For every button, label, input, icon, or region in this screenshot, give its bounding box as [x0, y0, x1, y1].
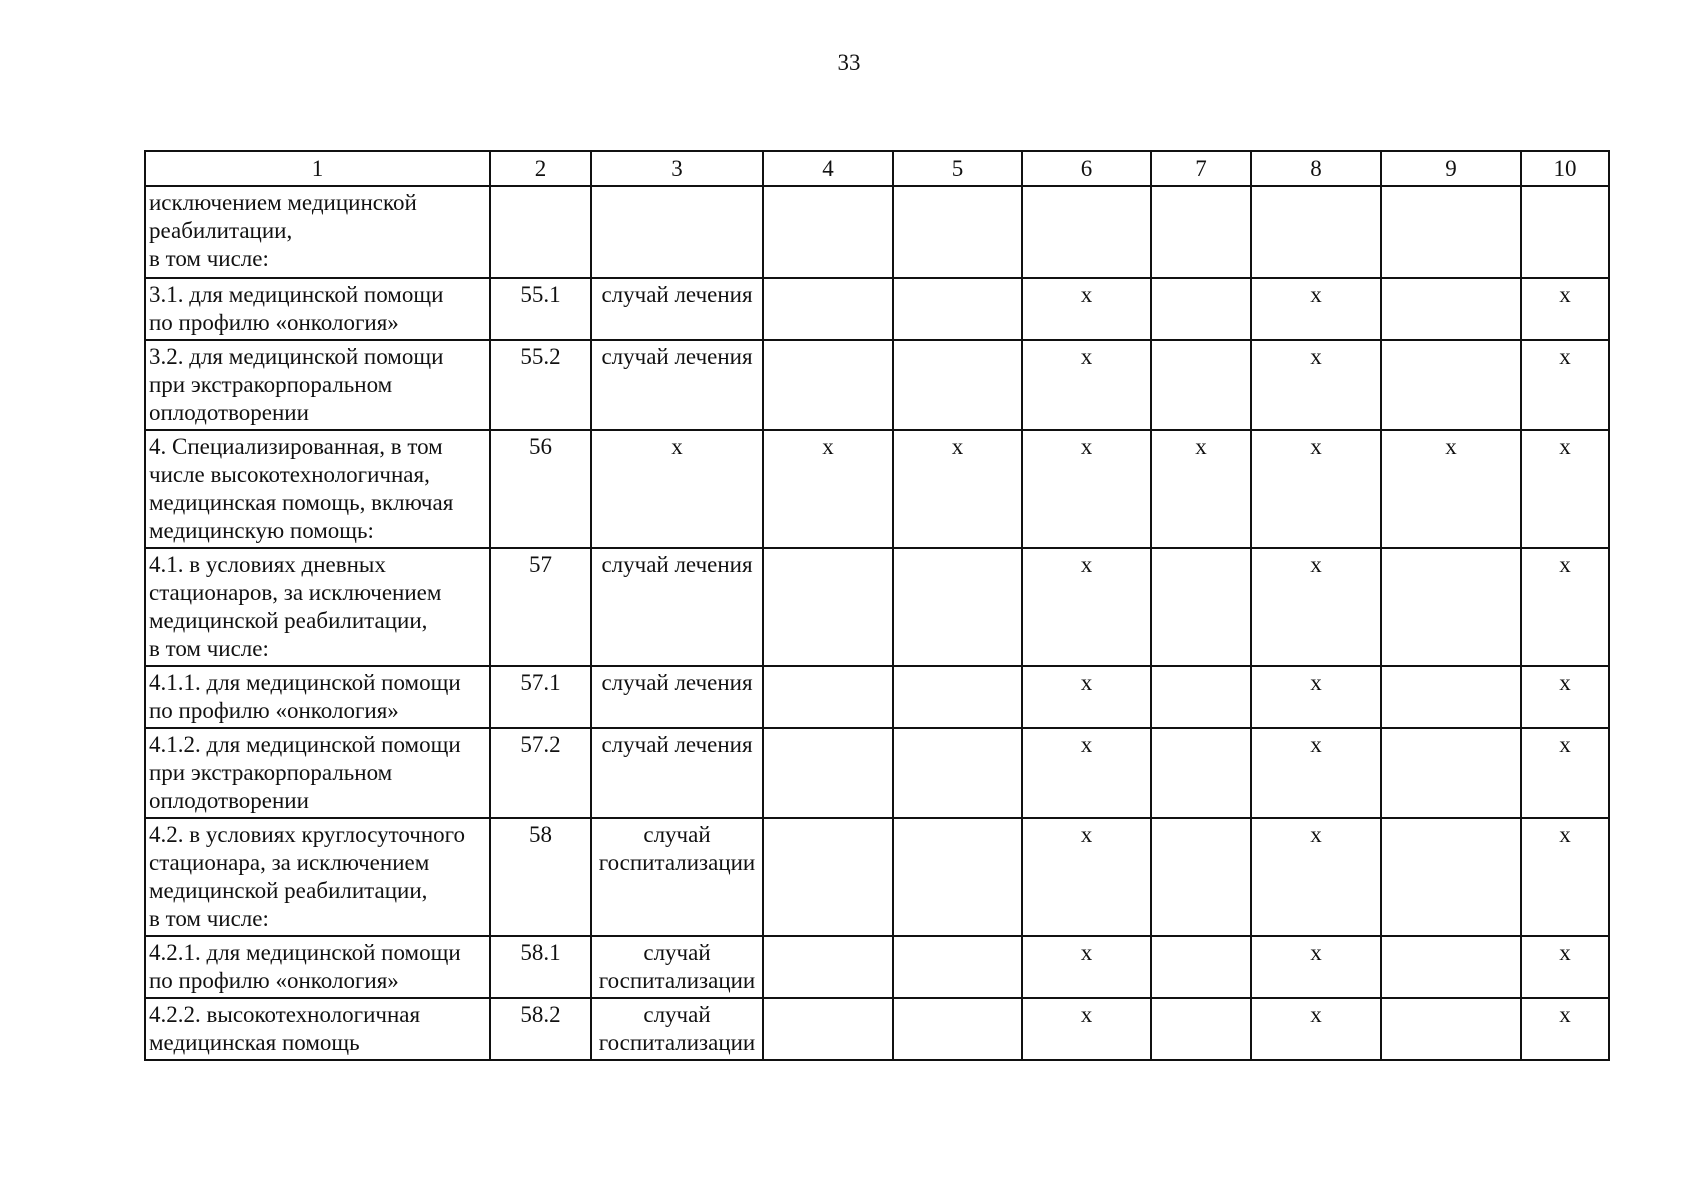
- header-cell-col-1: 1: [145, 151, 490, 186]
- table-cell-col-7: [1151, 278, 1251, 340]
- table-cell-col-9: [1381, 818, 1521, 936]
- header-cell-col-3: 3: [591, 151, 763, 186]
- table-cell-col-6: [1022, 936, 1151, 998]
- cell-value: 58.1: [520, 940, 561, 965]
- table-cell-col-5: [893, 936, 1022, 998]
- table-cell-col-2: [490, 728, 591, 818]
- page-number: 33: [837, 50, 861, 75]
- cell-value: x: [1080, 282, 1093, 307]
- table-cell-col-6: [1022, 548, 1151, 666]
- table-cell-col-3: [591, 278, 763, 340]
- table-cell-col-9: [1381, 728, 1521, 818]
- table-cell-col-7: [1151, 728, 1251, 818]
- cell-value: x: [1080, 552, 1093, 577]
- table-cell-col-8: [1251, 548, 1381, 666]
- table-row: [145, 548, 1609, 666]
- cell-value: x: [1080, 822, 1093, 847]
- table-cell-col-2: [490, 936, 591, 998]
- table-cell-col-4: [763, 936, 893, 998]
- table-cell-col-10: [1521, 936, 1609, 998]
- row-label: 4.1. в условиях дневных стационаров, за исключением медицинской реабилитации, в том числе:: [149, 552, 442, 661]
- header-cell-col-2: 2: [490, 151, 591, 186]
- table-row: [145, 728, 1609, 818]
- cell-value: x: [1559, 344, 1571, 369]
- row-label: 4. Специализированная, в том числе высокотехнологичная, медицинская помощь, включая медицинскую помощь:: [149, 434, 454, 543]
- cell-value: 57.2: [520, 732, 561, 757]
- table-cell-col-9: [1381, 278, 1521, 340]
- table-cell-col-10: [1521, 186, 1609, 278]
- cell-value: x: [1310, 670, 1322, 695]
- table-cell-col-6: [1022, 998, 1151, 1060]
- cell-value: случай лечения: [601, 344, 753, 369]
- table-cell-col-3: [591, 936, 763, 998]
- table-cell-col-6: [1022, 818, 1151, 936]
- table-cell-col-1: [145, 728, 490, 818]
- cell-value: x: [1310, 552, 1322, 577]
- table-cell-col-8: [1251, 998, 1381, 1060]
- table-cell-col-6: [1022, 186, 1151, 278]
- cell-value: x: [1310, 344, 1322, 369]
- data-table: [144, 150, 1610, 1061]
- table-cell-col-2: [490, 278, 591, 340]
- table-body: [145, 186, 1609, 1060]
- table-cell-col-8: [1251, 430, 1381, 548]
- table-cell-col-1: [145, 430, 490, 548]
- cell-value: x: [1559, 732, 1571, 757]
- table-cell-col-8: [1251, 666, 1381, 728]
- table-cell-col-7: [1151, 548, 1251, 666]
- cell-value: 55.2: [520, 344, 561, 369]
- table-cell-col-10: [1521, 548, 1609, 666]
- cell-value: случай лечения: [601, 552, 753, 577]
- cell-value: x: [1080, 1002, 1093, 1027]
- cell-value: 55.1: [520, 282, 561, 307]
- table-cell-col-3: [591, 340, 763, 430]
- cell-value: x: [1559, 1002, 1571, 1027]
- table-cell-col-6: [1022, 340, 1151, 430]
- table-cell-col-1: [145, 998, 490, 1060]
- table-row: [145, 666, 1609, 728]
- table-cell-col-4: [763, 548, 893, 666]
- table-row: [145, 936, 1609, 998]
- cell-value: x: [1310, 822, 1322, 847]
- cell-value: x: [1559, 670, 1571, 695]
- cell-value: случай лечения: [601, 670, 753, 695]
- table-cell-col-6: [1022, 666, 1151, 728]
- table-cell-col-7: [1151, 936, 1251, 998]
- table-header: [145, 151, 1609, 186]
- row-label: 3.1. для медицинской помощи по профилю «онкология»: [149, 282, 444, 335]
- table-cell-col-3: [591, 666, 763, 728]
- header-cell-col-4: 4: [763, 151, 893, 186]
- table-cell-col-6: [1022, 430, 1151, 548]
- table-cell-col-7: [1151, 340, 1251, 430]
- table-cell-col-2: [490, 998, 591, 1060]
- table-cell-col-2: [490, 818, 591, 936]
- table-cell-col-4: [763, 818, 893, 936]
- table-cell-col-7: [1151, 998, 1251, 1060]
- table-cell-col-1: [145, 340, 490, 430]
- cell-value: x: [1195, 434, 1207, 459]
- table-cell-col-4: [763, 186, 893, 278]
- cell-value: 56: [529, 434, 552, 459]
- header-cell-col-5: 5: [893, 151, 1022, 186]
- table-cell-col-4: [763, 728, 893, 818]
- cell-value: x: [1559, 552, 1571, 577]
- table-cell-col-3: [591, 998, 763, 1060]
- table-cell-col-1: [145, 186, 490, 278]
- table-cell-col-2: [490, 340, 591, 430]
- table-cell-col-9: [1381, 666, 1521, 728]
- cell-value: x: [1080, 940, 1093, 965]
- cell-value: случай госпитализации: [598, 940, 756, 993]
- table-cell-col-9: [1381, 186, 1521, 278]
- table-cell-col-3: [591, 818, 763, 936]
- cell-value: x: [1080, 344, 1093, 369]
- cell-value: x: [822, 434, 834, 459]
- table-cell-col-3: [591, 728, 763, 818]
- table-cell-col-8: [1251, 728, 1381, 818]
- table-cell-col-1: [145, 548, 490, 666]
- table-cell-col-6: [1022, 278, 1151, 340]
- table-cell-col-1: [145, 818, 490, 936]
- table-cell-col-1: [145, 936, 490, 998]
- table-row: [145, 340, 1609, 430]
- table-row: [145, 278, 1609, 340]
- table-row: [145, 186, 1609, 278]
- table-cell-col-10: [1521, 278, 1609, 340]
- table-cell-col-1: [145, 278, 490, 340]
- table-cell-col-8: [1251, 818, 1381, 936]
- table-cell-col-10: [1521, 430, 1609, 548]
- table-cell-col-7: [1151, 818, 1251, 936]
- row-label: 4.1.2. для медицинской помощи при экстракорпоральном оплодотворении: [149, 732, 461, 813]
- table-cell-col-5: [893, 548, 1022, 666]
- cell-value: x: [1080, 434, 1093, 459]
- table-cell-col-10: [1521, 818, 1609, 936]
- cell-value: случай госпитализации: [598, 1002, 756, 1055]
- cell-value: x: [1445, 434, 1457, 459]
- cell-value: x: [1559, 940, 1571, 965]
- table-cell-col-5: [893, 818, 1022, 936]
- table-cell-col-9: [1381, 936, 1521, 998]
- table-cell-col-5: [893, 340, 1022, 430]
- table-cell-col-4: [763, 666, 893, 728]
- row-label: 4.2.1. для медицинской помощи по профилю «онкология»: [149, 940, 461, 993]
- table-cell-col-3: [591, 430, 763, 548]
- cell-value: 57.1: [520, 670, 561, 695]
- table-cell-col-4: [763, 278, 893, 340]
- row-label: исключением медицинской реабилитации, в том числе:: [149, 190, 417, 271]
- row-label: 3.2. для медицинской помощи при экстракорпоральном оплодотворении: [149, 344, 444, 425]
- cell-value: x: [1080, 732, 1093, 757]
- table-cell-col-9: [1381, 998, 1521, 1060]
- table-cell-col-5: [893, 728, 1022, 818]
- header-cell-col-9: 9: [1381, 151, 1521, 186]
- header-row: [145, 151, 1609, 186]
- table-cell-col-5: [893, 998, 1022, 1060]
- cell-value: случай лечения: [601, 732, 753, 757]
- header-cell-col-7: 7: [1151, 151, 1251, 186]
- table-cell-col-9: [1381, 548, 1521, 666]
- table-cell-col-8: [1251, 278, 1381, 340]
- cell-value: x: [1559, 434, 1571, 459]
- table-cell-col-10: [1521, 998, 1609, 1060]
- table-cell-col-2: [490, 666, 591, 728]
- cell-value: случай лечения: [601, 282, 753, 307]
- cell-value: x: [671, 434, 683, 459]
- cell-value: x: [1310, 434, 1322, 459]
- cell-value: 57: [529, 552, 552, 577]
- cell-value: 58.2: [520, 1002, 561, 1027]
- header-cell-col-10: 10: [1521, 151, 1609, 186]
- table-cell-col-7: [1151, 666, 1251, 728]
- cell-value: x: [1310, 940, 1322, 965]
- header-cell-col-6: 6: [1022, 151, 1151, 186]
- table-cell-col-1: [145, 666, 490, 728]
- header-cell-col-8: 8: [1251, 151, 1381, 186]
- table-cell-col-10: [1521, 666, 1609, 728]
- table-cell-col-7: [1151, 186, 1251, 278]
- table-row: [145, 998, 1609, 1060]
- cell-value: x: [1310, 282, 1322, 307]
- table-cell-col-9: [1381, 430, 1521, 548]
- table-cell-col-3: [591, 186, 763, 278]
- cell-value: x: [951, 434, 964, 459]
- cell-value: x: [1559, 822, 1571, 847]
- row-label: 4.1.1. для медицинской помощи по профилю «онкология»: [149, 670, 461, 723]
- row-label: 4.2. в условиях круглосуточного стационара, за исключением медицинской реабилитации, в том числе:: [149, 822, 466, 931]
- table-cell-col-8: [1251, 186, 1381, 278]
- row-label: 4.2.2. высокотехнологичная медицинская помощь: [149, 1002, 421, 1055]
- table-cell-col-10: [1521, 340, 1609, 430]
- table-cell-col-4: [763, 430, 893, 548]
- table-cell-col-5: [893, 666, 1022, 728]
- table-cell-col-9: [1381, 340, 1521, 430]
- table-cell-col-2: [490, 548, 591, 666]
- cell-value: случай госпитализации: [598, 822, 756, 875]
- table-cell-col-2: [490, 430, 591, 548]
- cell-value: x: [1080, 670, 1093, 695]
- table-row: [145, 430, 1609, 548]
- table-cell-col-8: [1251, 936, 1381, 998]
- table-cell-col-4: [763, 998, 893, 1060]
- cell-value: x: [1310, 732, 1322, 757]
- table-cell-col-6: [1022, 728, 1151, 818]
- table-row: [145, 818, 1609, 936]
- table-cell-col-10: [1521, 728, 1609, 818]
- cell-value: x: [1310, 1002, 1322, 1027]
- table-cell-col-5: [893, 186, 1022, 278]
- table-cell-col-5: [893, 430, 1022, 548]
- table-cell-col-4: [763, 340, 893, 430]
- cell-value: x: [1559, 282, 1571, 307]
- cell-value: 58: [529, 822, 552, 847]
- table-cell-col-2: [490, 186, 591, 278]
- table-cell-col-7: [1151, 430, 1251, 548]
- table-cell-col-3: [591, 548, 763, 666]
- table-cell-col-5: [893, 278, 1022, 340]
- table-cell-col-8: [1251, 340, 1381, 430]
